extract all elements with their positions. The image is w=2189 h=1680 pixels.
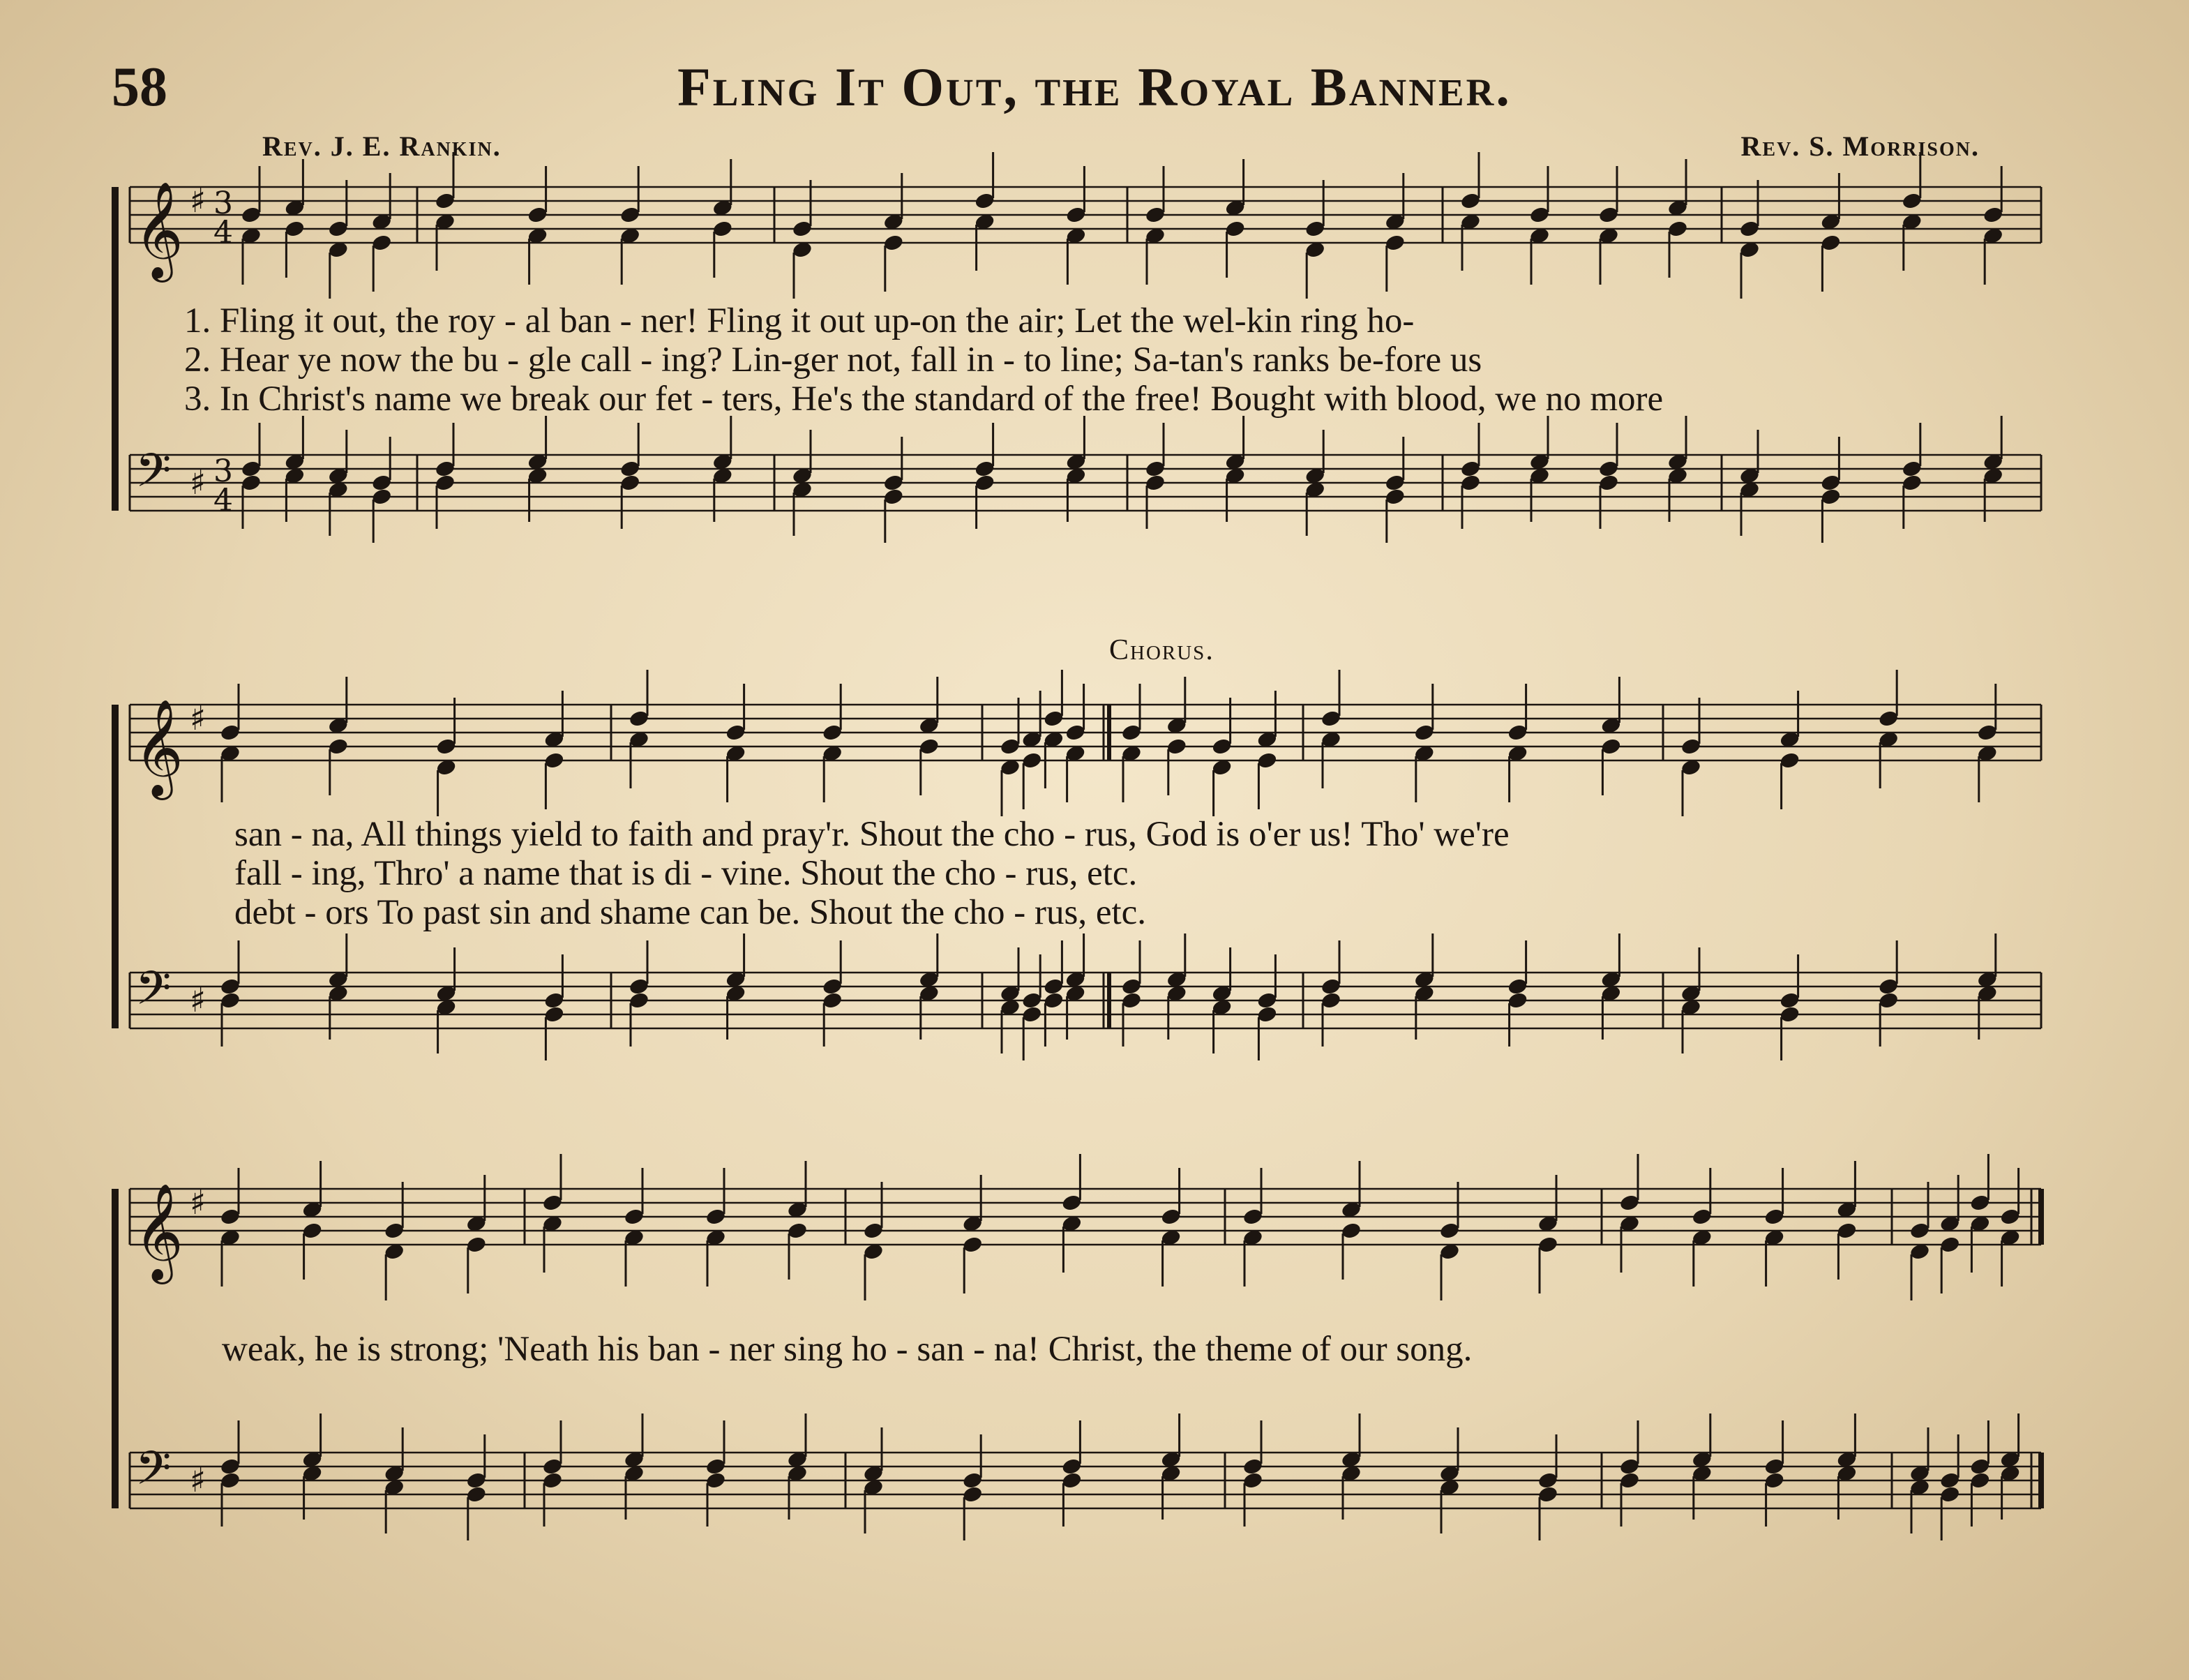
lyric-line: debt - ors To past sin and shame can be. Shout the cho - rus, etc. bbox=[234, 893, 1147, 932]
bass-clef-icon: 𝄢 bbox=[135, 444, 172, 509]
sharp-icon: ♯ bbox=[190, 1461, 206, 1500]
lyric-line: 2. Hear ye now the bu - gle call - ing? Lin-ger not, fall in - to line; Sa-tan's ranks be-fore us bbox=[184, 340, 1482, 380]
lyric-line: weak, he is strong; 'Neath his ban - ner sing ho - san - na! Christ, the theme of our song. bbox=[222, 1330, 1473, 1369]
lyric-line: fall - ing, Thro' a name that is di - vine. Shout the cho - rus, etc. bbox=[234, 854, 1138, 893]
time-signature-top: 3 bbox=[213, 186, 233, 221]
lyricist-credit: Rev. J. E. Rankin. bbox=[262, 130, 502, 162]
system-bracket bbox=[112, 1189, 119, 1508]
sharp-icon: ♯ bbox=[190, 181, 206, 220]
bass-clef-icon: 𝄢 bbox=[135, 961, 172, 1026]
page-number: 58 bbox=[112, 57, 167, 118]
system-bracket bbox=[112, 705, 119, 1028]
sharp-icon: ♯ bbox=[190, 981, 206, 1020]
time-signature-bottom: 4 bbox=[213, 483, 233, 518]
chorus-label: Chorus. bbox=[1109, 634, 1214, 666]
bass-clef-icon: 𝄢 bbox=[135, 1441, 172, 1506]
lyric-line: san - na, All things yield to faith and pray'r. Shout the cho - rus, God is o'er us! Tho' we're bbox=[234, 815, 1510, 854]
composer-credit: Rev. S. Morrison. bbox=[1740, 130, 1980, 162]
time-signature-top: 3 bbox=[213, 453, 233, 489]
treble-clef-icon: 𝄞 bbox=[134, 1183, 183, 1280]
lyric-line: 1. Fling it out, the roy - al ban - ner! Fling it out up-on the air; Let the wel-kin ring ho- bbox=[184, 301, 1415, 340]
sharp-icon: ♯ bbox=[190, 699, 206, 738]
system-bracket bbox=[112, 187, 119, 511]
hymn-title: Fling It Out, the Royal Banner. bbox=[677, 57, 1512, 117]
sharp-icon: ♯ bbox=[190, 1183, 206, 1222]
treble-clef-icon: 𝄞 bbox=[134, 699, 183, 796]
lyric-line: 3. In Christ's name we break our fet - ters, He's the standard of the free! Bought with blood, we no more bbox=[184, 380, 1664, 419]
sharp-icon: ♯ bbox=[190, 463, 206, 502]
treble-clef-icon: 𝄞 bbox=[134, 181, 183, 278]
time-signature-bottom: 4 bbox=[213, 215, 233, 250]
